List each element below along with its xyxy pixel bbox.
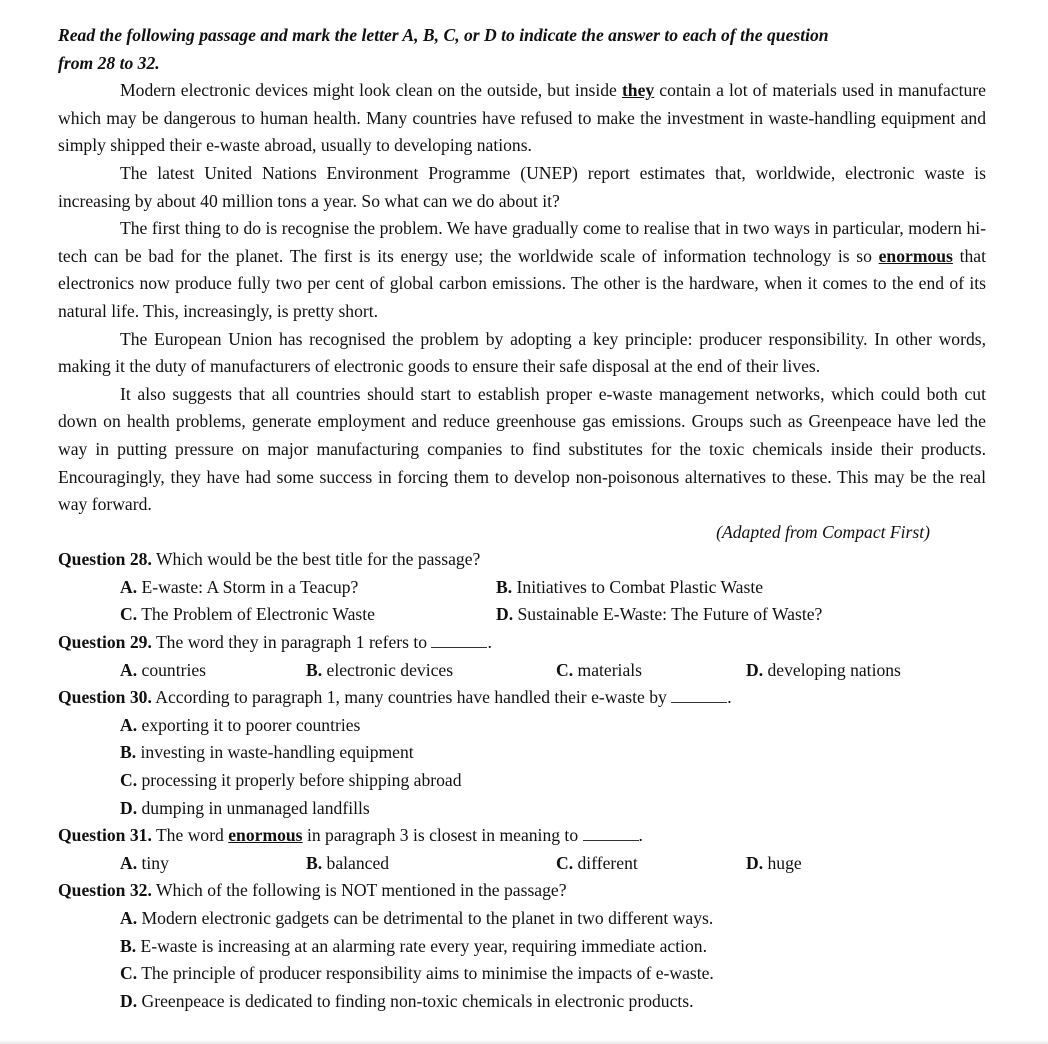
option-b[interactable]: [120, 739, 986, 767]
option-a[interactable]: [120, 905, 986, 933]
option-text: different: [573, 852, 638, 873]
option-c[interactable]: [120, 767, 986, 795]
answer-blank: [671, 686, 727, 703]
option-letter: A.: [120, 714, 138, 735]
option-text: balanced: [322, 852, 390, 873]
question-text-b: in paragraph 3 is closest in meaning to: [302, 825, 583, 846]
option-c[interactable]: [120, 960, 986, 988]
option-letter: A.: [120, 908, 138, 928]
option-d[interactable]: [120, 795, 986, 823]
option-text: electronic devices: [322, 659, 454, 680]
question-28: [58, 546, 986, 629]
question-end: .: [727, 687, 732, 708]
question-32-options: [58, 905, 986, 1015]
option-c[interactable]: [556, 850, 746, 878]
option-letter: D.: [120, 797, 138, 818]
option-text: dumping in unmanaged landfills: [137, 797, 370, 818]
question-label: Question 28.: [58, 549, 152, 570]
question-text: Which would be the best title for the passage?: [151, 549, 481, 570]
option-text: exporting it to poorer countries: [137, 714, 361, 735]
question-28-stem: [58, 546, 986, 574]
option-text: processing it properly before shipping abroad: [137, 770, 462, 791]
answer-blank: [431, 631, 487, 648]
question-label: Question 29.: [58, 632, 152, 653]
instructions-line-1: Read the following passage and mark the letter A, B, C, or D to indicate the answer to each of the question: [58, 25, 829, 45]
underlined-word-enormous: enormous: [228, 825, 303, 846]
option-letter: A.: [120, 852, 138, 873]
question-29-stem: [58, 629, 986, 657]
option-text: countries: [137, 659, 206, 680]
option-a[interactable]: [120, 657, 306, 685]
paragraph-1-text-a: Modern electronic devices might look clean on the outside, but inside: [120, 80, 622, 101]
underlined-word-they: they: [621, 80, 655, 101]
question-31-stem: [58, 822, 986, 850]
page-bottom-edge: [0, 1040, 1048, 1044]
option-text: developing nations: [763, 659, 901, 680]
paragraph-1: [58, 77, 986, 160]
option-a[interactable]: [120, 712, 986, 740]
paragraph-3: [58, 215, 986, 325]
option-letter: B.: [306, 659, 323, 680]
instructions: [58, 22, 986, 77]
option-b[interactable]: [120, 933, 986, 961]
option-b[interactable]: [496, 574, 872, 602]
source-citation: (Adapted from Compact First): [716, 521, 930, 542]
paragraph-4-text: The European Union has recognised the problem by adopting a key principle: producer responsibility. In other words, making it the duty of manufacturers of electronic goods to ensure their safe disposal at the end of their lives.: [58, 328, 986, 377]
option-text: E-waste is increasing at an alarming rate every year, requiring immediate action.: [136, 935, 707, 956]
question-label: Question 30.: [58, 687, 152, 708]
option-letter: B.: [306, 852, 323, 873]
paragraph-3-text-a: The first thing to do is recognise the problem. We have gradually come to realise that in two ways in particular, modern hi-tech can be bad for the planet. The first is its energy use; the worldwide scale of information technology is so: [58, 218, 986, 266]
question-label: Question 31.: [58, 825, 152, 846]
option-letter: B.: [120, 935, 137, 956]
answer-blank: [583, 824, 639, 841]
question-text-a: The word: [151, 825, 229, 846]
option-a[interactable]: [120, 574, 496, 602]
question-end: .: [638, 825, 643, 846]
option-text: tiny: [137, 852, 169, 873]
option-d[interactable]: [746, 850, 802, 878]
question-text: Which of the following is NOT mentioned in the passage?: [151, 880, 567, 901]
question-30: [58, 684, 986, 822]
option-letter: C.: [556, 852, 574, 873]
question-29: [58, 629, 986, 684]
option-letter: C.: [120, 963, 138, 984]
paragraph-5: [58, 381, 986, 519]
option-letter: D.: [746, 852, 764, 873]
option-c[interactable]: [120, 601, 496, 629]
paragraph-5-text: It also suggests that all countries should start to establish proper e-waste management networks, which could both cut down on health problems, generate employment and reduce greenhouse gas emissions. Groups such as Greenpeace have led the way in putting pressure on major manufacturing companies to find substitutes for the toxic chemicals inside their products. Encouragingly, they have had some success in forcing them to develop non-poisonous alternatives to these. This may be the real way forward.: [58, 383, 986, 515]
question-29-options: [58, 657, 986, 685]
option-d[interactable]: [120, 988, 986, 1016]
question-28-options-row-1: [58, 574, 986, 602]
option-d[interactable]: [746, 657, 901, 685]
option-letter: D.: [120, 990, 138, 1011]
paragraph-2: [58, 160, 986, 215]
underlined-word-enormous: enormous: [878, 245, 953, 266]
option-letter: B.: [120, 742, 137, 763]
option-letter: A.: [120, 576, 138, 597]
option-d[interactable]: [496, 601, 872, 629]
option-text: Greenpeace is dedicated to finding non-toxic chemicals in electronic products.: [137, 990, 694, 1011]
question-28-options-row-2: [58, 601, 986, 629]
option-letter: A.: [120, 659, 138, 680]
question-32: [58, 877, 986, 1015]
question-end: .: [487, 632, 492, 653]
option-a[interactable]: [120, 850, 306, 878]
option-text: Initiatives to Combat Plastic Waste: [512, 576, 764, 597]
question-31-options: [58, 850, 986, 878]
option-b[interactable]: [306, 657, 556, 685]
option-text: E-waste: A Storm in a Teacup?: [137, 576, 359, 597]
option-b[interactable]: [306, 850, 556, 878]
paragraph-2-text: The latest United Nations Environment Programme (UNEP) report estimates that, worldwide, electronic waste is increasing by about 40 million tons a year. So what can we do about it?: [58, 162, 986, 211]
option-c[interactable]: [556, 657, 746, 685]
option-letter: C.: [556, 659, 574, 680]
question-31: [58, 822, 986, 877]
option-text: The principle of producer responsibility aims to minimise the impacts of e-waste.: [137, 963, 714, 984]
question-label: Question 32.: [58, 880, 152, 901]
option-letter: D.: [496, 604, 514, 625]
instructions-line-2: from 28 to 32.: [58, 52, 160, 73]
option-text: investing in waste-handling equipment: [136, 742, 414, 763]
option-letter: B.: [496, 576, 513, 597]
question-30-options: [58, 712, 986, 822]
question-30-stem: [58, 684, 986, 712]
question-text: The word they in paragraph 1 refers to: [151, 632, 432, 653]
question-32-stem: [58, 877, 986, 905]
paragraph-1-text-b: contain a lot of materials used in manufacture which may be dangerous to human health. Many countries have refused to make the investment in waste-handling equipment and simply shipped their e-waste abroad, usually to developing nations.: [58, 80, 986, 156]
question-text: According to paragraph 1, many countries have handled their e-waste by: [151, 687, 672, 708]
option-text: The Problem of Electronic Waste: [137, 604, 375, 625]
option-text: materials: [573, 659, 642, 680]
paragraph-4: [58, 326, 986, 381]
option-letter: D.: [746, 659, 764, 680]
option-text: Sustainable E-Waste: The Future of Waste?: [513, 604, 823, 625]
option-text: huge: [763, 852, 802, 873]
option-text: Modern electronic gadgets can be detrimental to the planet in two different ways.: [137, 908, 714, 928]
option-letter: C.: [120, 604, 138, 625]
paragraph-3-text-b: that electronics now produce fully two per cent of global carbon emissions. The other is the hardware, when it comes to the end of its natural life. This, increasingly, is pretty short.: [58, 245, 987, 321]
option-letter: C.: [120, 770, 138, 791]
